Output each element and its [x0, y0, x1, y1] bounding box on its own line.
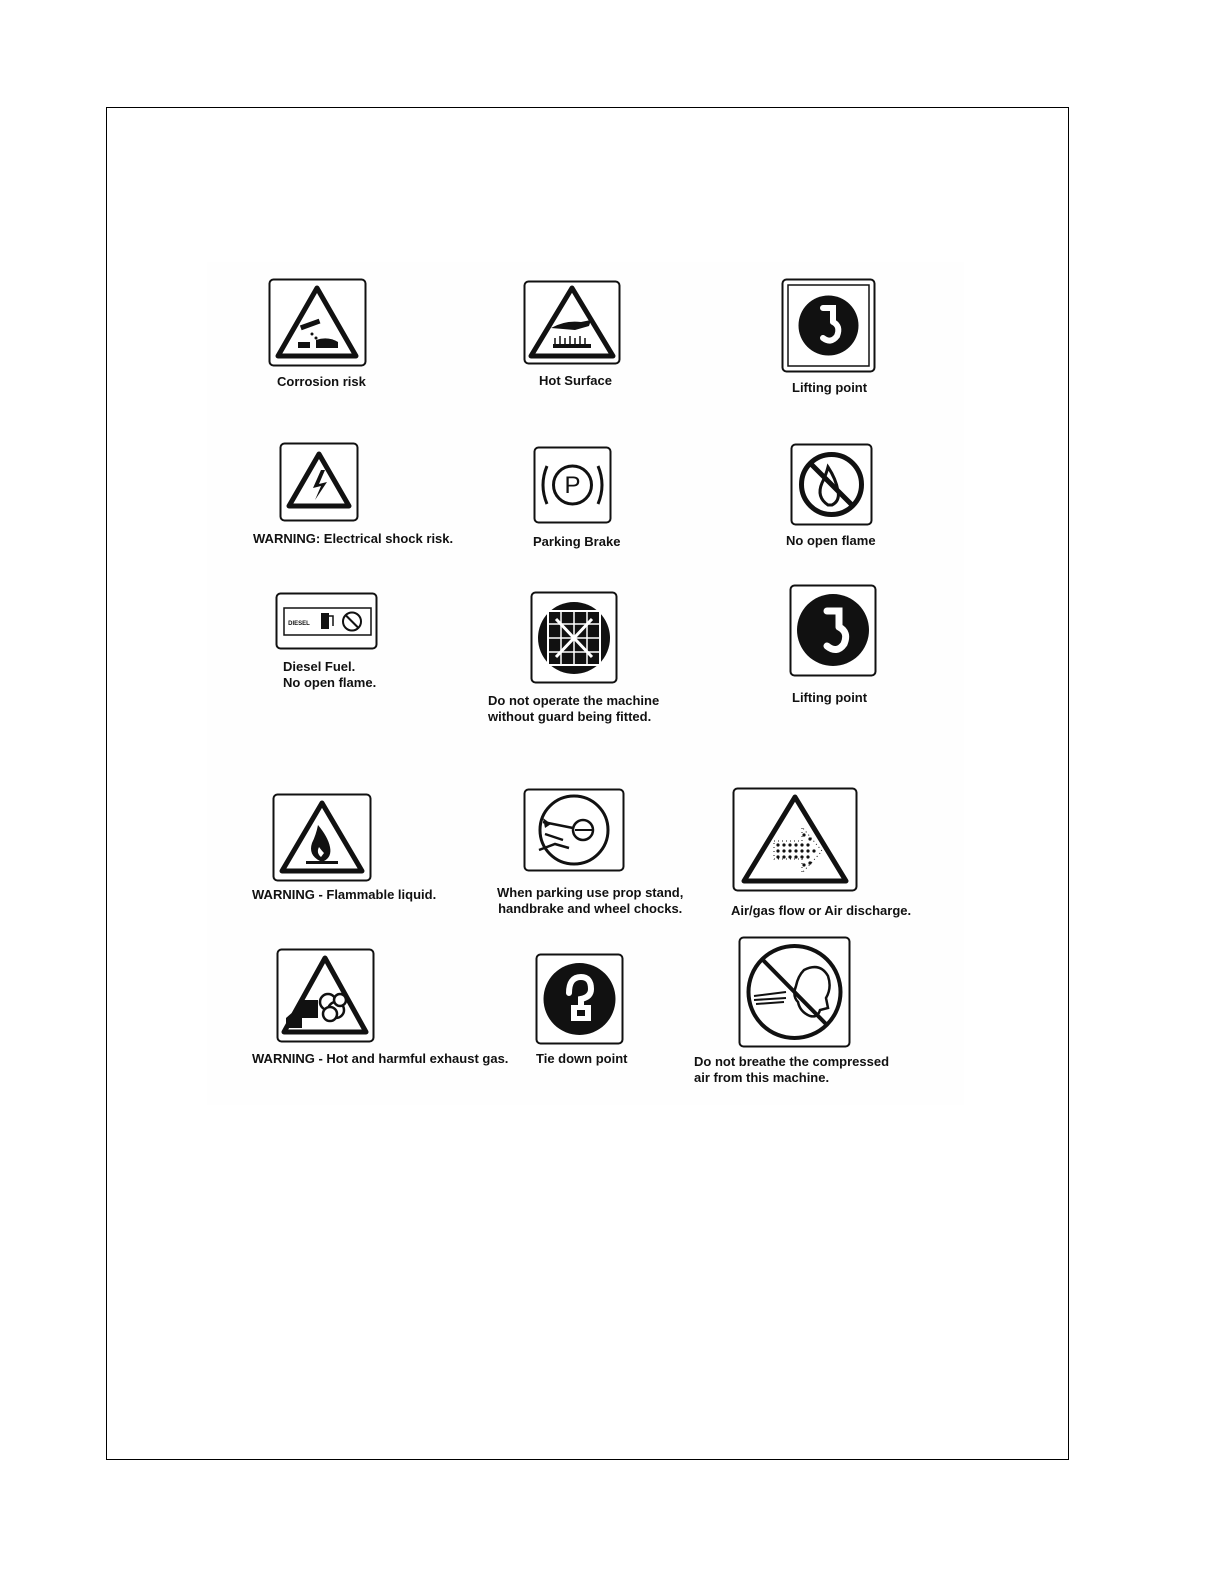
- lifting-point-icon: [781, 278, 876, 373]
- diesel-fuel-label: [283, 659, 376, 691]
- air-flow-icon: [732, 787, 858, 892]
- parking-brake-label: Parking Brake: [533, 534, 621, 549]
- lifting-point-icon: [789, 584, 877, 677]
- prop-stand-line2: handbrake and wheel chocks.: [498, 901, 683, 916]
- hot-surface-label: Hot Surface: [539, 373, 612, 388]
- flammable-liquid-label: WARNING - Flammable liquid.: [252, 887, 437, 902]
- svg-text:P: P: [564, 472, 581, 499]
- diesel-label-line2: No open flame.: [283, 675, 377, 690]
- guard-fitted-label: [488, 693, 659, 725]
- guard-label-line2: without guard being fitted.: [488, 709, 652, 724]
- no-open-flame-icon: [790, 443, 873, 526]
- tie-down-point-icon: [535, 953, 624, 1045]
- electrical-shock-label: WARNING: Electrical shock risk.: [253, 531, 454, 546]
- diesel-label-line1: Diesel Fuel.: [283, 659, 356, 674]
- corrosion-risk-label: Corrosion risk: [277, 374, 366, 389]
- lifting-point-label-2: Lifting point: [792, 690, 868, 705]
- prop-stand-line1: When parking use prop stand,: [497, 885, 684, 900]
- no-open-flame-label: No open flame: [786, 533, 876, 548]
- lifting-point-label: Lifting point: [792, 380, 868, 395]
- corrosion-risk-icon: [268, 278, 367, 367]
- exhaust-gas-icon: [276, 948, 375, 1043]
- electrical-shock-icon: [279, 442, 359, 522]
- diesel-fuel-icon: [275, 592, 378, 650]
- prop-stand-label: [497, 885, 683, 917]
- no-breathe-line2: air from this machine.: [694, 1070, 830, 1085]
- tie-down-point-label: Tie down point: [536, 1051, 628, 1066]
- air-flow-label: Air/gas flow or Air discharge.: [731, 903, 912, 918]
- hot-surface-icon: [523, 280, 621, 365]
- flammable-liquid-icon: [272, 793, 372, 882]
- parking-brake-icon: [533, 446, 612, 524]
- no-breathe-line1: Do not breathe the compressed: [694, 1054, 890, 1069]
- guard-fitted-icon: [530, 591, 618, 684]
- no-breathe-air-label: [694, 1054, 889, 1086]
- exhaust-gas-label: WARNING - Hot and harmful exhaust gas.: [252, 1051, 509, 1066]
- prop-stand-icon: [523, 788, 625, 872]
- guard-label-line1: Do not operate the machine: [488, 693, 660, 708]
- no-breathe-air-icon: [738, 936, 851, 1048]
- diesel-sign-text: DIESEL: [288, 621, 310, 627]
